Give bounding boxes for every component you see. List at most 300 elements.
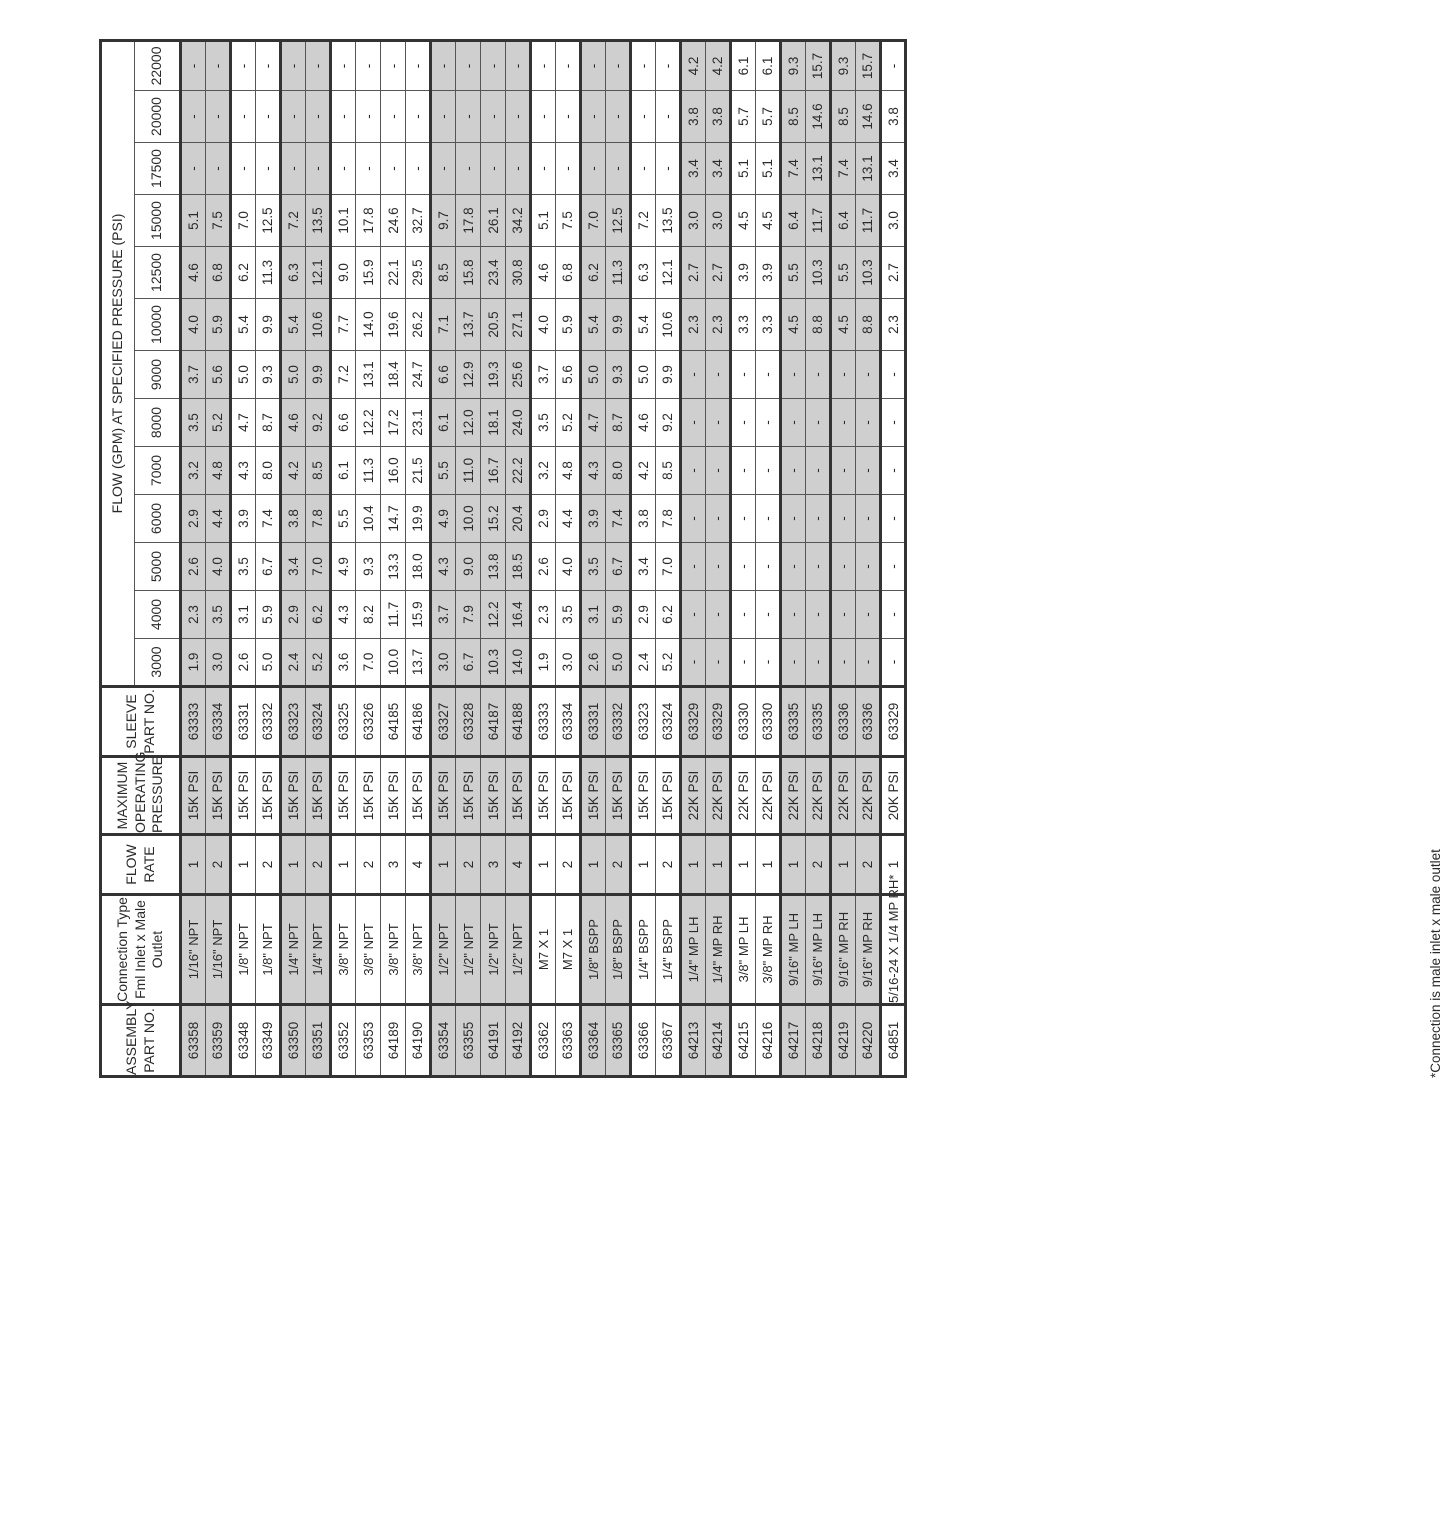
cell-flow-9000: -: [881, 351, 906, 399]
cell-flow-20000: -: [256, 91, 281, 143]
cell-flow-9000: -: [806, 351, 831, 399]
cell-flow-17500: 13.1: [856, 143, 881, 195]
cell-flow-22000: 9.3: [831, 40, 856, 90]
cell-flow-20000: -: [481, 91, 506, 143]
cell-flow-4000: 5.9: [256, 591, 281, 639]
cell-flow-8000: 5.2: [206, 399, 231, 447]
cell-flow-20000: 5.7: [756, 91, 781, 143]
cell-flow-9000: 5.6: [556, 351, 581, 399]
cell-assembly-part-no: 64216: [756, 1005, 781, 1077]
cell-flow-20000: -: [581, 91, 606, 143]
cell-sleeve-part-no: 63327: [431, 687, 456, 757]
cell-flow-17500: 5.1: [731, 143, 756, 195]
cell-flow-7000: -: [731, 447, 756, 495]
cell-flow-3000: 3.6: [331, 639, 356, 687]
cell-flow-12500: 2.7: [881, 247, 906, 299]
cell-max-pressure: 15K PSI: [456, 757, 481, 835]
cell-assembly-part-no: 64217: [781, 1005, 806, 1077]
table-row: [206, 40, 231, 1076]
cell-flow-15000: 7.5: [206, 195, 231, 247]
cell-flow-3000: 2.6: [581, 639, 606, 687]
cell-flow-rate: 3: [481, 835, 506, 895]
cell-flow-12500: 6.3: [281, 247, 306, 299]
header-pressure-12500: 12500: [135, 247, 181, 299]
cell-max-pressure: 15K PSI: [631, 757, 656, 835]
cell-flow-rate: 1: [881, 835, 906, 895]
table-row: [781, 40, 806, 1076]
cell-assembly-part-no: 63363: [556, 1005, 581, 1077]
cell-flow-17500: 13.1: [806, 143, 831, 195]
cell-flow-15000: 34.2: [506, 195, 531, 247]
cell-flow-12500: 2.7: [706, 247, 731, 299]
cell-connection-type: 1/2" NPT: [481, 895, 506, 1005]
cell-assembly-part-no: 64218: [806, 1005, 831, 1077]
cell-connection-type: 9/16" MP RH: [856, 895, 881, 1005]
cell-flow-10000: 4.0: [531, 299, 556, 351]
cell-flow-12500: 12.1: [656, 247, 681, 299]
table-row: [356, 40, 381, 1076]
cell-assembly-part-no: 64190: [406, 1005, 431, 1077]
cell-flow-15000: 24.6: [381, 195, 406, 247]
cell-flow-22000: -: [431, 40, 456, 90]
cell-flow-12500: 5.5: [831, 247, 856, 299]
cell-flow-rate: 1: [331, 835, 356, 895]
cell-flow-22000: -: [656, 40, 681, 90]
cell-assembly-part-no: 63355: [456, 1005, 481, 1077]
cell-flow-9000: 9.3: [606, 351, 631, 399]
cell-max-pressure: 22K PSI: [681, 757, 706, 835]
cell-flow-10000: 26.2: [406, 299, 431, 351]
cell-flow-10000: 5.4: [281, 299, 306, 351]
cell-flow-10000: 5.9: [556, 299, 581, 351]
header-pressure-15000: 15000: [135, 195, 181, 247]
cell-flow-6000: -: [881, 495, 906, 543]
cell-flow-7000: -: [681, 447, 706, 495]
cell-connection-type: 1/8" BSPP: [606, 895, 631, 1005]
cell-flow-8000: 4.7: [581, 399, 606, 447]
cell-flow-3000: 10.3: [481, 639, 506, 687]
cell-flow-3000: 2.4: [631, 639, 656, 687]
cell-flow-15000: 3.0: [681, 195, 706, 247]
cell-sleeve-part-no: 64188: [506, 687, 531, 757]
table-row: [831, 40, 856, 1076]
cell-max-pressure: 15K PSI: [306, 757, 331, 835]
cell-flow-20000: -: [556, 91, 581, 143]
cell-flow-20000: -: [356, 91, 381, 143]
cell-flow-15000: 4.5: [756, 195, 781, 247]
cell-assembly-part-no: 63350: [281, 1005, 306, 1077]
cell-flow-6000: 3.8: [281, 495, 306, 543]
table-row: [581, 40, 606, 1076]
cell-connection-type: 3/8" MP RH: [756, 895, 781, 1005]
cell-flow-6000: 7.8: [656, 495, 681, 543]
cell-flow-7000: -: [806, 447, 831, 495]
cell-flow-3000: 5.0: [256, 639, 281, 687]
cell-flow-17500: 3.4: [881, 143, 906, 195]
cell-connection-type: 1/8" BSPP: [581, 895, 606, 1005]
cell-flow-4000: -: [731, 591, 756, 639]
cell-flow-8000: 9.2: [306, 399, 331, 447]
table-row: [881, 40, 906, 1076]
cell-flow-10000: 8.8: [806, 299, 831, 351]
cell-flow-6000: 3.9: [231, 495, 256, 543]
cell-flow-6000: -: [706, 495, 731, 543]
cell-flow-7000: 4.3: [231, 447, 256, 495]
cell-flow-15000: 10.1: [331, 195, 356, 247]
table-row: [231, 40, 256, 1076]
cell-flow-8000: 5.2: [556, 399, 581, 447]
cell-flow-7000: 16.0: [381, 447, 406, 495]
cell-assembly-part-no: 63359: [206, 1005, 231, 1077]
cell-flow-7000: 6.1: [331, 447, 356, 495]
cell-connection-type: 9/16" MP LH: [781, 895, 806, 1005]
cell-flow-5000: -: [706, 543, 731, 591]
cell-flow-rate: 2: [256, 835, 281, 895]
cell-flow-9000: -: [681, 351, 706, 399]
cell-flow-22000: -: [556, 40, 581, 90]
cell-flow-5000: -: [781, 543, 806, 591]
cell-flow-rate: 2: [856, 835, 881, 895]
cell-flow-22000: -: [531, 40, 556, 90]
cell-flow-8000: 17.2: [381, 399, 406, 447]
cell-flow-10000: 3.3: [731, 299, 756, 351]
cell-max-pressure: 15K PSI: [331, 757, 356, 835]
table-row: [531, 40, 556, 1076]
cell-flow-12500: 6.8: [206, 247, 231, 299]
cell-flow-4000: 3.1: [581, 591, 606, 639]
cell-flow-10000: 2.3: [681, 299, 706, 351]
cell-flow-4000: 2.3: [181, 591, 206, 639]
header-pressure-6000: 6000: [135, 495, 181, 543]
cell-flow-3000: -: [881, 639, 906, 687]
cell-assembly-part-no: 64189: [381, 1005, 406, 1077]
cell-flow-6000: 15.2: [481, 495, 506, 543]
cell-flow-4000: 7.9: [456, 591, 481, 639]
cell-flow-9000: 25.6: [506, 351, 531, 399]
cell-flow-8000: -: [856, 399, 881, 447]
cell-max-pressure: 22K PSI: [781, 757, 806, 835]
cell-max-pressure: 15K PSI: [431, 757, 456, 835]
header-connection-type: Connection Type Fml Inlet x Male Outlet: [101, 895, 181, 1005]
cell-flow-4000: -: [756, 591, 781, 639]
cell-flow-7000: -: [756, 447, 781, 495]
cell-flow-9000: -: [706, 351, 731, 399]
header-pressure-4000: 4000: [135, 591, 181, 639]
cell-flow-20000: 8.5: [781, 91, 806, 143]
cell-flow-17500: -: [481, 143, 506, 195]
cell-flow-17500: -: [556, 143, 581, 195]
cell-assembly-part-no: 64215: [731, 1005, 756, 1077]
cell-flow-20000: -: [431, 91, 456, 143]
cell-flow-22000: 15.7: [856, 40, 881, 90]
header-flow-rate: FLOW RATE: [101, 835, 181, 895]
cell-max-pressure: 15K PSI: [481, 757, 506, 835]
cell-flow-8000: -: [781, 399, 806, 447]
cell-flow-10000: 5.4: [631, 299, 656, 351]
cell-connection-type: 1/4" BSPP: [656, 895, 681, 1005]
cell-connection-type: 3/8" NPT: [331, 895, 356, 1005]
table-row: [406, 40, 431, 1076]
cell-sleeve-part-no: 63333: [181, 687, 206, 757]
cell-flow-8000: 24.0: [506, 399, 531, 447]
cell-flow-8000: 18.1: [481, 399, 506, 447]
cell-flow-3000: 6.7: [456, 639, 481, 687]
table-row: [181, 40, 206, 1076]
cell-flow-8000: 3.5: [181, 399, 206, 447]
cell-max-pressure: 22K PSI: [831, 757, 856, 835]
cell-connection-type: 1/2" NPT: [431, 895, 456, 1005]
table-header: [101, 40, 181, 1076]
cell-flow-10000: 19.6: [381, 299, 406, 351]
cell-assembly-part-no: 64214: [706, 1005, 731, 1077]
cell-flow-12500: 10.3: [806, 247, 831, 299]
cell-flow-8000: 3.5: [531, 399, 556, 447]
cell-connection-type: 5/16-24 X 1/4 MP RH*: [881, 895, 906, 1005]
cell-flow-15000: 12.5: [606, 195, 631, 247]
cell-max-pressure: 15K PSI: [206, 757, 231, 835]
cell-flow-12500: 23.4: [481, 247, 506, 299]
cell-flow-22000: 6.1: [756, 40, 781, 90]
cell-flow-20000: -: [531, 91, 556, 143]
cell-flow-3000: 5.2: [656, 639, 681, 687]
cell-flow-3000: 10.0: [381, 639, 406, 687]
cell-flow-7000: -: [706, 447, 731, 495]
cell-flow-22000: -: [356, 40, 381, 90]
cell-flow-12500: 4.6: [181, 247, 206, 299]
cell-connection-type: 1/4" MP RH: [706, 895, 731, 1005]
cell-flow-rate: 2: [656, 835, 681, 895]
cell-flow-rate: 1: [581, 835, 606, 895]
cell-max-pressure: 15K PSI: [281, 757, 306, 835]
cell-flow-20000: -: [181, 91, 206, 143]
cell-flow-6000: 10.0: [456, 495, 481, 543]
cell-flow-20000: -: [631, 91, 656, 143]
cell-flow-17500: -: [581, 143, 606, 195]
cell-assembly-part-no: 64192: [506, 1005, 531, 1077]
cell-max-pressure: 15K PSI: [181, 757, 206, 835]
cell-flow-8000: -: [881, 399, 906, 447]
cell-flow-rate: 2: [806, 835, 831, 895]
cell-flow-6000: 3.8: [631, 495, 656, 543]
cell-flow-4000: -: [806, 591, 831, 639]
cell-flow-9000: 13.1: [356, 351, 381, 399]
cell-flow-17500: -: [331, 143, 356, 195]
cell-assembly-part-no: 64219: [831, 1005, 856, 1077]
cell-flow-6000: 7.8: [306, 495, 331, 543]
table-row: [431, 40, 456, 1076]
cell-flow-20000: -: [606, 91, 631, 143]
cell-max-pressure: 20K PSI: [881, 757, 906, 835]
cell-flow-10000: 3.3: [756, 299, 781, 351]
table-body: [181, 40, 906, 1076]
cell-flow-7000: 4.8: [556, 447, 581, 495]
table-row: [606, 40, 631, 1076]
cell-flow-7000: 4.2: [631, 447, 656, 495]
cell-flow-12500: 6.2: [231, 247, 256, 299]
cell-flow-rate: 2: [606, 835, 631, 895]
cell-flow-20000: -: [206, 91, 231, 143]
cell-flow-5000: 7.0: [306, 543, 331, 591]
table-row: [656, 40, 681, 1076]
cell-flow-3000: -: [806, 639, 831, 687]
cell-flow-22000: -: [631, 40, 656, 90]
cell-sleeve-part-no: 63335: [781, 687, 806, 757]
cell-flow-7000: 8.5: [656, 447, 681, 495]
cell-flow-5000: -: [756, 543, 781, 591]
cell-flow-17500: 7.4: [781, 143, 806, 195]
cell-flow-15000: 6.4: [781, 195, 806, 247]
cell-assembly-part-no: 64191: [481, 1005, 506, 1077]
cell-flow-17500: 3.4: [681, 143, 706, 195]
cell-sleeve-part-no: 63330: [756, 687, 781, 757]
cell-sleeve-part-no: 63336: [831, 687, 856, 757]
cell-flow-9000: -: [756, 351, 781, 399]
cell-flow-15000: 17.8: [356, 195, 381, 247]
cell-flow-10000: 9.9: [606, 299, 631, 351]
cell-flow-7000: 8.0: [606, 447, 631, 495]
cell-flow-22000: -: [481, 40, 506, 90]
cell-flow-10000: 2.3: [881, 299, 906, 351]
cell-flow-6000: 7.4: [256, 495, 281, 543]
cell-sleeve-part-no: 63330: [731, 687, 756, 757]
cell-flow-17500: -: [406, 143, 431, 195]
cell-connection-type: 9/16" MP RH: [831, 895, 856, 1005]
cell-max-pressure: 22K PSI: [731, 757, 756, 835]
cell-flow-5000: 4.3: [431, 543, 456, 591]
cell-flow-12500: 11.3: [256, 247, 281, 299]
cell-flow-3000: 2.6: [231, 639, 256, 687]
cell-flow-9000: 9.3: [256, 351, 281, 399]
cell-flow-20000: -: [506, 91, 531, 143]
table-row: [806, 40, 831, 1076]
cell-max-pressure: 15K PSI: [581, 757, 606, 835]
cell-flow-20000: -: [281, 91, 306, 143]
cell-flow-5000: 3.4: [631, 543, 656, 591]
cell-flow-8000: 23.1: [406, 399, 431, 447]
cell-assembly-part-no: 64851: [881, 1005, 906, 1077]
cell-flow-20000: -: [306, 91, 331, 143]
cell-flow-17500: -: [231, 143, 256, 195]
cell-max-pressure: 15K PSI: [406, 757, 431, 835]
cell-flow-3000: 2.4: [281, 639, 306, 687]
cell-flow-15000: 4.5: [731, 195, 756, 247]
cell-flow-7000: -: [781, 447, 806, 495]
cell-sleeve-part-no: 63325: [331, 687, 356, 757]
cell-flow-3000: 1.9: [531, 639, 556, 687]
cell-flow-12500: 3.9: [756, 247, 781, 299]
cell-flow-3000: 1.9: [181, 639, 206, 687]
cell-assembly-part-no: 63353: [356, 1005, 381, 1077]
table-row: [381, 40, 406, 1076]
cell-connection-type: 1/4" NPT: [306, 895, 331, 1005]
cell-flow-6000: 5.5: [331, 495, 356, 543]
header-pressure-8000: 8000: [135, 399, 181, 447]
cell-sleeve-part-no: 63329: [706, 687, 731, 757]
cell-flow-17500: -: [206, 143, 231, 195]
cell-flow-6000: 4.9: [431, 495, 456, 543]
cell-connection-type: 3/8" NPT: [381, 895, 406, 1005]
cell-flow-rate: 2: [556, 835, 581, 895]
cell-flow-9000: -: [781, 351, 806, 399]
cell-flow-17500: 5.1: [756, 143, 781, 195]
cell-flow-4000: 6.2: [306, 591, 331, 639]
cell-flow-17500: -: [631, 143, 656, 195]
cell-flow-6000: -: [731, 495, 756, 543]
cell-flow-6000: -: [806, 495, 831, 543]
cell-connection-type: 1/8" NPT: [256, 895, 281, 1005]
header-max-operating-pressure: MAXIMUM OPERATING PRESSURE: [101, 757, 181, 835]
cell-flow-10000: 27.1: [506, 299, 531, 351]
cell-assembly-part-no: 63364: [581, 1005, 606, 1077]
cell-sleeve-part-no: 63332: [256, 687, 281, 757]
cell-flow-22000: -: [456, 40, 481, 90]
cell-assembly-part-no: 63367: [656, 1005, 681, 1077]
cell-flow-7000: 11.3: [356, 447, 381, 495]
cell-flow-4000: -: [856, 591, 881, 639]
cell-flow-10000: 20.5: [481, 299, 506, 351]
cell-max-pressure: 15K PSI: [381, 757, 406, 835]
cell-connection-type: 3/8" NPT: [356, 895, 381, 1005]
cell-flow-5000: 4.0: [206, 543, 231, 591]
cell-flow-22000: 15.7: [806, 40, 831, 90]
cell-flow-22000: -: [281, 40, 306, 90]
cell-flow-8000: -: [706, 399, 731, 447]
cell-flow-12500: 6.2: [581, 247, 606, 299]
cell-assembly-part-no: 63349: [256, 1005, 281, 1077]
cell-flow-8000: 6.1: [431, 399, 456, 447]
cell-flow-15000: 11.7: [856, 195, 881, 247]
cell-flow-6000: 2.9: [181, 495, 206, 543]
cell-flow-12500: 15.9: [356, 247, 381, 299]
cell-flow-rate: 1: [756, 835, 781, 895]
cell-flow-9000: 5.6: [206, 351, 231, 399]
cell-flow-rate: 1: [631, 835, 656, 895]
cell-assembly-part-no: 63351: [306, 1005, 331, 1077]
cell-flow-5000: -: [681, 543, 706, 591]
cell-flow-9000: 7.2: [331, 351, 356, 399]
cell-flow-5000: -: [856, 543, 881, 591]
cell-flow-4000: 3.7: [431, 591, 456, 639]
cell-flow-12500: 12.1: [306, 247, 331, 299]
cell-flow-10000: 4.5: [831, 299, 856, 351]
cell-connection-type: 1/4" NPT: [281, 895, 306, 1005]
cell-flow-9000: 12.9: [456, 351, 481, 399]
cell-flow-7000: -: [881, 447, 906, 495]
cell-sleeve-part-no: 63331: [231, 687, 256, 757]
cell-flow-3000: 3.0: [431, 639, 456, 687]
cell-flow-22000: -: [306, 40, 331, 90]
cell-flow-3000: -: [756, 639, 781, 687]
cell-flow-15000: 7.2: [281, 195, 306, 247]
header-pressure-3000: 3000: [135, 639, 181, 687]
table-row: [456, 40, 481, 1076]
cell-flow-4000: -: [781, 591, 806, 639]
cell-flow-4000: 2.3: [531, 591, 556, 639]
cell-flow-8000: 4.6: [281, 399, 306, 447]
cell-assembly-part-no: 63358: [181, 1005, 206, 1077]
cell-flow-rate: 2: [306, 835, 331, 895]
cell-flow-10000: 5.4: [581, 299, 606, 351]
cell-flow-22000: -: [506, 40, 531, 90]
cell-flow-3000: -: [831, 639, 856, 687]
cell-assembly-part-no: 63348: [231, 1005, 256, 1077]
cell-flow-15000: 11.7: [806, 195, 831, 247]
header-pressure-17500: 17500: [135, 143, 181, 195]
cell-sleeve-part-no: 63323: [631, 687, 656, 757]
cell-flow-10000: 2.3: [706, 299, 731, 351]
cell-flow-8000: -: [831, 399, 856, 447]
cell-flow-8000: -: [806, 399, 831, 447]
